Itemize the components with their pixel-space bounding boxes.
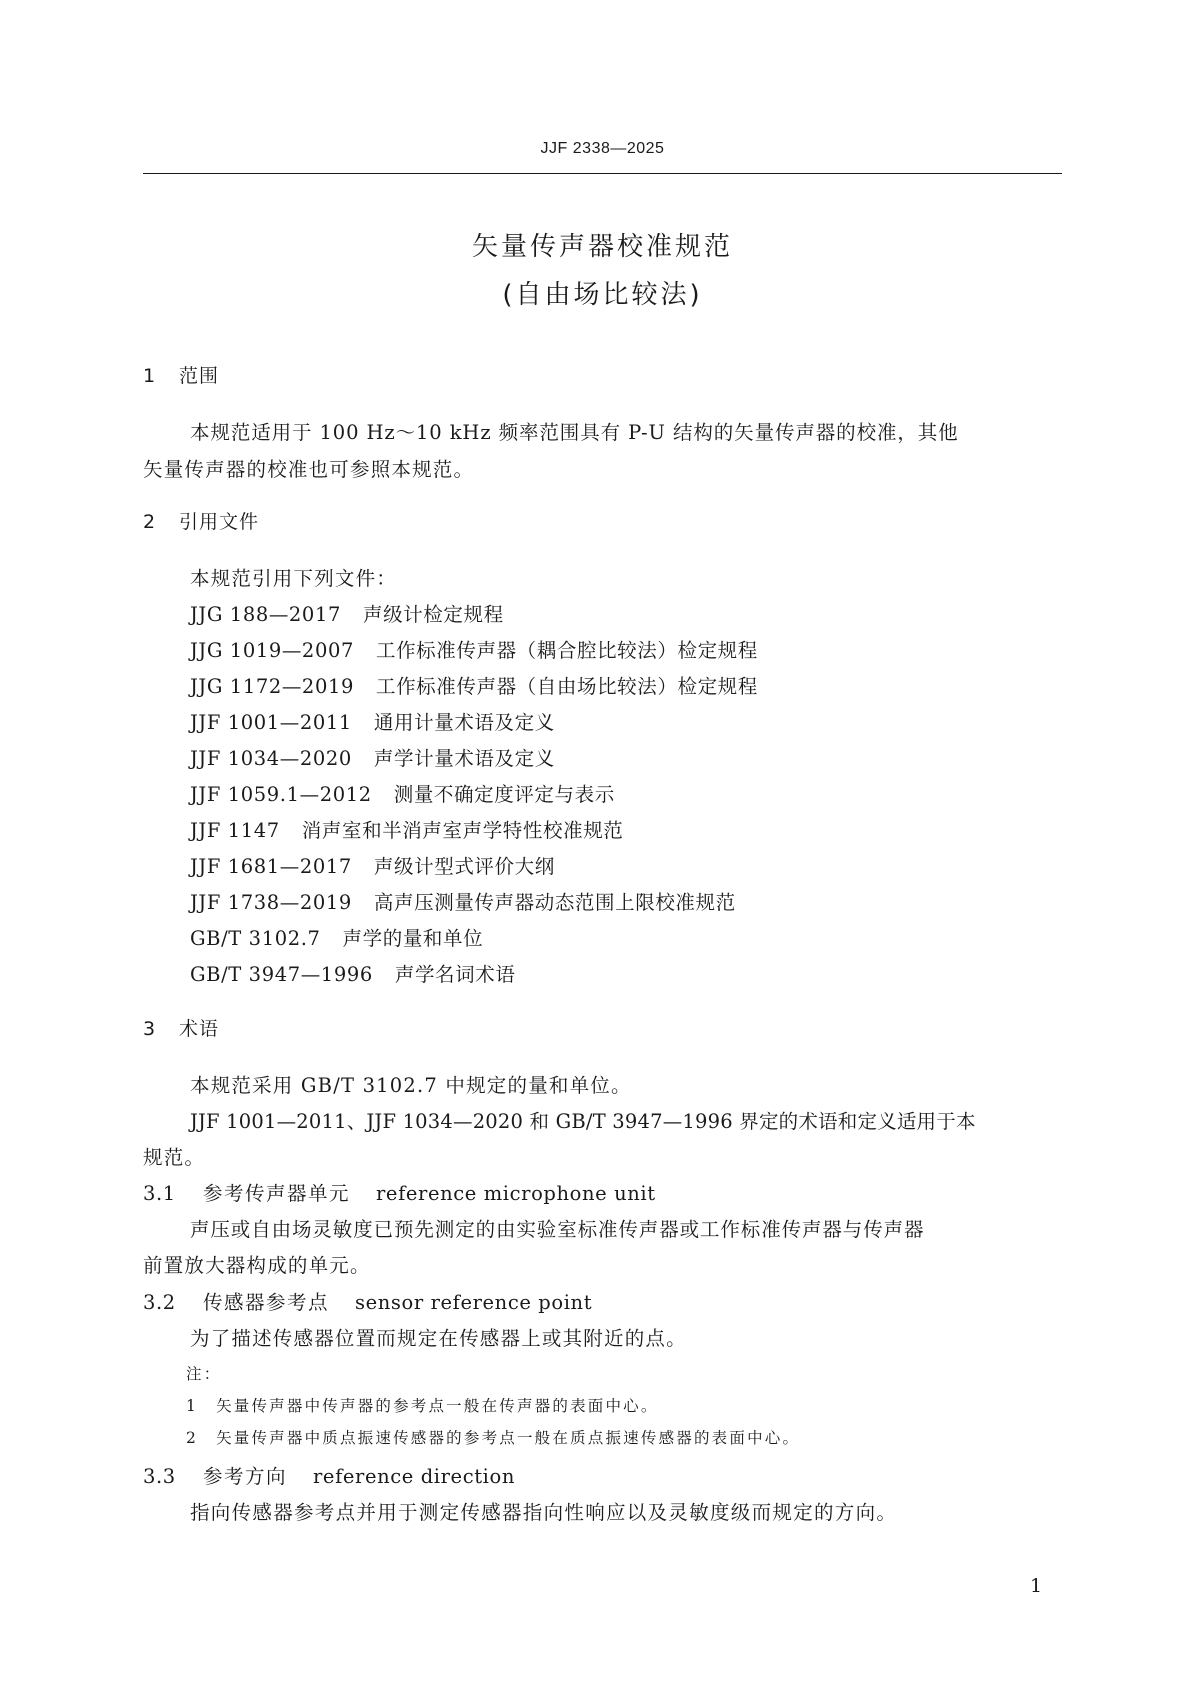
note-item bbox=[186, 1426, 800, 1448]
term-definition: 指向传感器参考点并用于测定传感器指向性响应以及灵敏度级而规定的方向。 bbox=[190, 1501, 898, 1524]
term-english: reference direction bbox=[313, 1465, 515, 1488]
section-number: 1 bbox=[143, 365, 157, 387]
scope-text-line1: 本规范适用于 100 Hz～10 kHz 频率范围具有 P-U 结构的矢量传声器的校准，其他 bbox=[190, 421, 959, 444]
note-number: 1 bbox=[186, 1397, 199, 1415]
reference-name: 工作标准传声器（自由场比较法）检定规程 bbox=[375, 675, 758, 698]
reference-item bbox=[190, 707, 555, 735]
reference-code: JJG 1172—2019 bbox=[190, 675, 354, 698]
reference-item bbox=[190, 887, 736, 915]
term-heading bbox=[143, 1461, 515, 1489]
scope-text-line2: 矢量传声器的校准也可参照本规范。 bbox=[143, 458, 475, 481]
section-heading-terms bbox=[143, 1014, 219, 1041]
term-heading bbox=[143, 1287, 592, 1315]
note-item bbox=[186, 1394, 659, 1416]
reference-code: JJF 1059.1—2012 bbox=[190, 783, 372, 806]
term-number: 3.1 bbox=[143, 1182, 176, 1205]
reference-item bbox=[190, 743, 555, 771]
term-name: 传感器参考点 bbox=[203, 1291, 330, 1314]
reference-item bbox=[190, 923, 483, 951]
note-number: 2 bbox=[186, 1429, 199, 1447]
reference-name: 高声压测量传声器动态范围上限校准规范 bbox=[373, 891, 736, 914]
running-header: JJF 2338—2025 bbox=[540, 140, 665, 157]
note-label: 注： bbox=[186, 1365, 222, 1383]
reference-name: 声学的量和单位 bbox=[342, 927, 484, 950]
reference-code: JJF 1681—2017 bbox=[190, 855, 352, 878]
reference-code: GB/T 3102.7 bbox=[190, 927, 321, 950]
term-heading bbox=[143, 1178, 656, 1206]
page-number: 1 bbox=[1030, 1575, 1043, 1597]
reference-item bbox=[190, 779, 615, 807]
term-name: 参考方向 bbox=[203, 1465, 288, 1488]
term-english: sensor reference point bbox=[355, 1291, 593, 1314]
section-heading-scope bbox=[143, 361, 219, 388]
term-english: reference microphone unit bbox=[376, 1182, 656, 1205]
term-definition: 为了描述传感器位置而规定在传感器上或其附近的点。 bbox=[190, 1327, 687, 1350]
reference-code: JJF 1738—2019 bbox=[190, 891, 352, 914]
terms-intro-2-line2: 规范。 bbox=[143, 1146, 206, 1169]
section-heading-references bbox=[143, 507, 259, 534]
note-text: 矢量传声器中质点振速传感器的参考点一般在质点振速传感器的表面中心。 bbox=[216, 1429, 801, 1447]
section-number: 3 bbox=[143, 1018, 157, 1040]
section-title: 引用文件 bbox=[179, 511, 260, 533]
reference-item bbox=[190, 959, 515, 987]
reference-name: 消声室和半消声室声学特性校准规范 bbox=[301, 819, 624, 842]
reference-name: 测量不确定度评定与表示 bbox=[393, 783, 615, 806]
term-definition: 声压或自由场灵敏度已预先测定的由实验室标准传声器或工作标准传声器与传声器 bbox=[190, 1218, 925, 1241]
reference-name: 声级计检定规程 bbox=[362, 603, 504, 626]
reference-name: 通用计量术语及定义 bbox=[373, 711, 555, 734]
term-definition-cont: 前置放大器构成的单元。 bbox=[143, 1254, 371, 1277]
reference-name: 声学名词术语 bbox=[394, 963, 516, 986]
note-text: 矢量传声器中传声器的参考点一般在传声器的表面中心。 bbox=[216, 1397, 659, 1415]
term-number: 3.2 bbox=[143, 1291, 176, 1314]
reference-code: JJG 1019—2007 bbox=[190, 639, 354, 662]
section-title: 范围 bbox=[179, 365, 220, 387]
reference-item bbox=[190, 815, 623, 843]
document-subtitle: (自由场比较法) bbox=[502, 280, 703, 310]
reference-code: JJF 1034—2020 bbox=[190, 747, 352, 770]
terms-intro-2-line1: JJF 1001—2011、JJF 1034—2020 和 GB/T 3947—1996 界定的术语和定义适用于本 bbox=[190, 1110, 976, 1133]
reference-code: GB/T 3947—1996 bbox=[190, 963, 373, 986]
term-number: 3.3 bbox=[143, 1465, 176, 1488]
reference-code: JJF 1147 bbox=[190, 819, 280, 842]
reference-item bbox=[190, 599, 504, 627]
reference-code: JJG 188—2017 bbox=[190, 603, 341, 626]
reference-name: 工作标准传声器（耦合腔比较法）检定规程 bbox=[375, 639, 758, 662]
references-intro: 本规范引用下列文件： bbox=[190, 567, 398, 590]
document-title: 矢量传声器校准规范 bbox=[471, 232, 733, 262]
section-number: 2 bbox=[143, 511, 157, 533]
reference-code: JJF 1001—2011 bbox=[190, 711, 352, 734]
reference-name: 声学计量术语及定义 bbox=[373, 747, 555, 770]
reference-name: 声级计型式评价大纲 bbox=[373, 855, 555, 878]
section-title: 术语 bbox=[179, 1018, 220, 1040]
terms-intro-1: 本规范采用 GB/T 3102.7 中规定的量和单位。 bbox=[190, 1074, 632, 1097]
reference-item bbox=[190, 635, 758, 663]
reference-item bbox=[190, 851, 555, 879]
term-name: 参考传声器单元 bbox=[203, 1182, 351, 1205]
header-rule bbox=[143, 173, 1062, 174]
reference-item bbox=[190, 671, 758, 699]
